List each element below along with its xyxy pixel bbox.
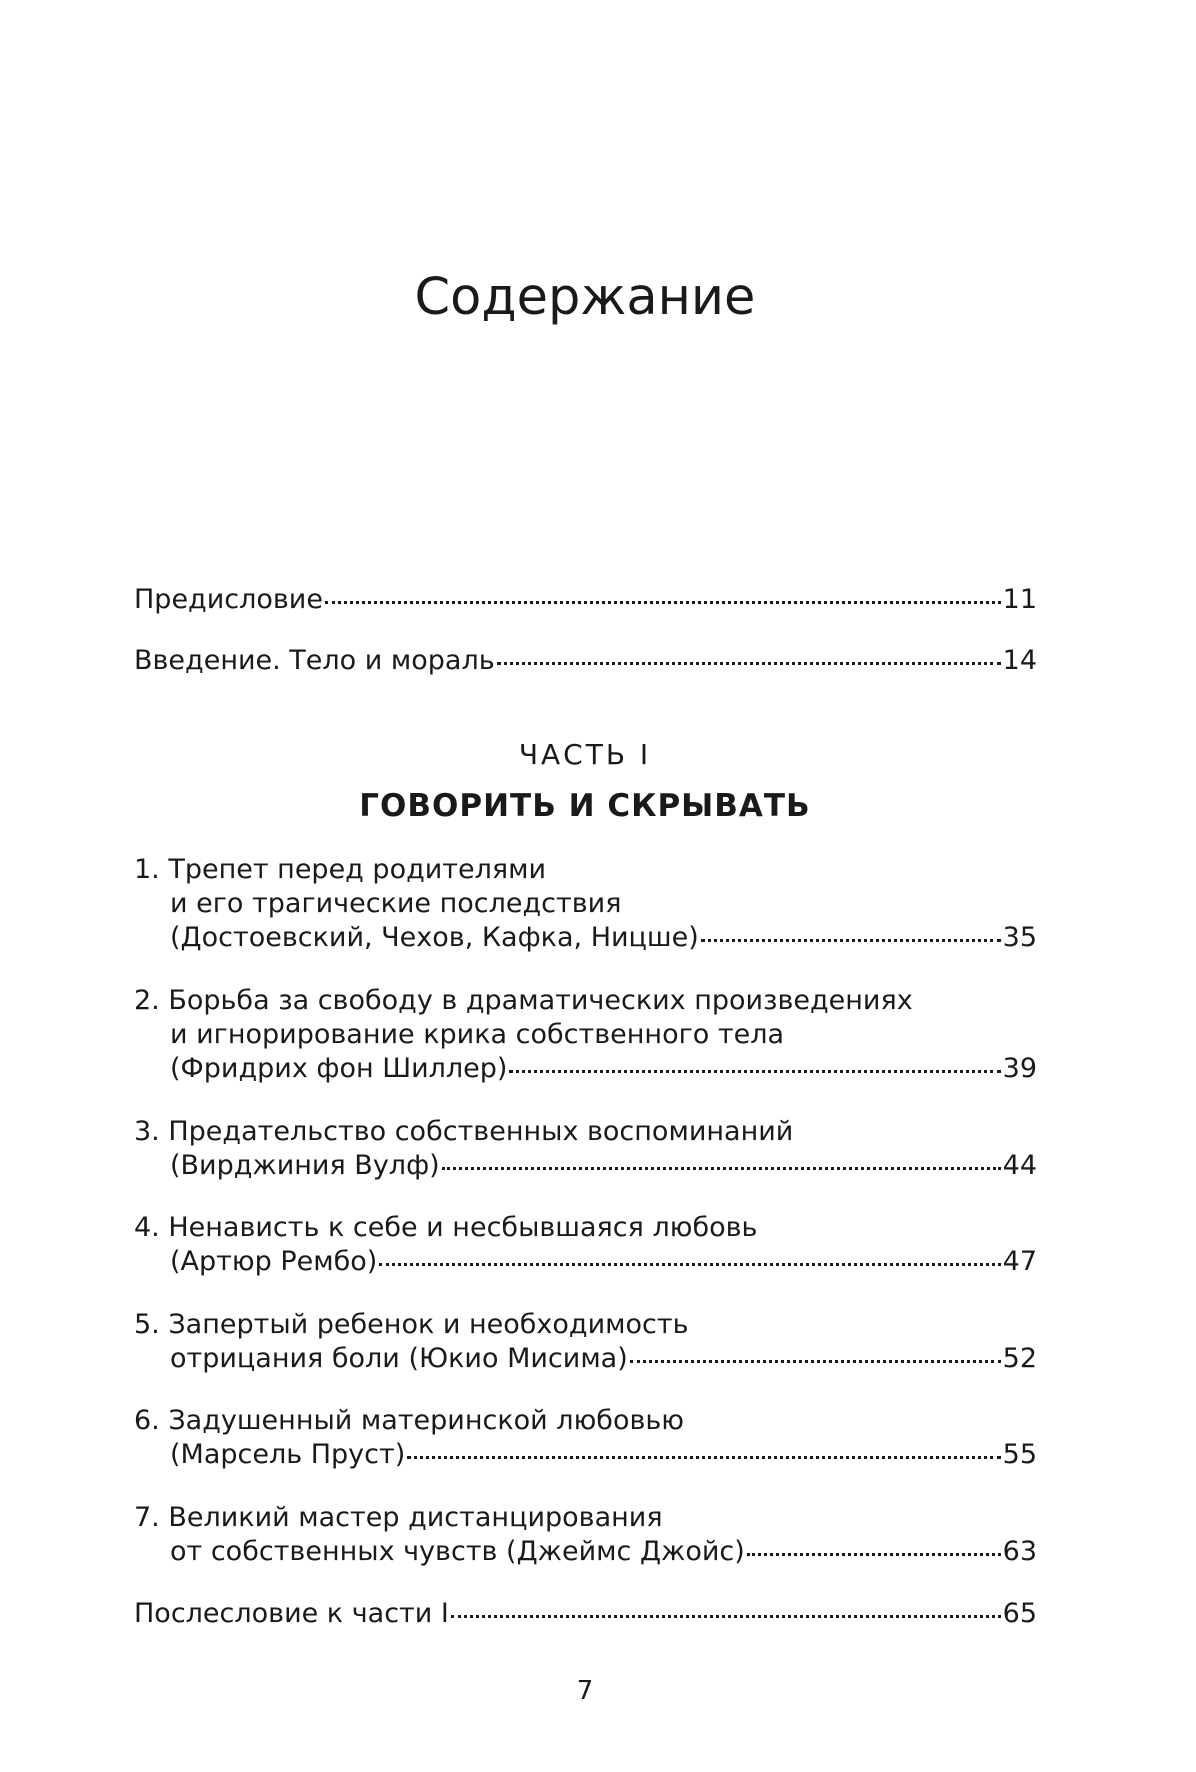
toc-page-number: 52 [1002,1343,1037,1374]
toc-entry-chapter-2[interactable] [170,1052,1037,1086]
toc-page-number: 55 [1002,1439,1037,1470]
toc-entry-label: (Марсель Пруст) [170,1439,406,1470]
page-number: 7 [576,1676,594,1706]
chapter-3-line-1: 3. Предательство собственных воспоминаний [134,1116,794,1147]
chapter-7-line-1: 7. Великий мастер дистанцирования [134,1502,663,1533]
toc-page-number: 39 [1002,1053,1037,1084]
toc-entry-chapter-6[interactable] [170,1438,1037,1472]
toc-entry-label: Послесловие к части I [134,1598,449,1629]
dot-leader [630,1359,1001,1363]
chapter-4-line-1: 4. Ненависть к себе и несбывшаяся любовь [134,1212,758,1243]
part-label: ЧАСТЬ I [518,738,652,771]
chapter-2-line-1: 2. Борьба за свободу в драматических произведениях [134,985,913,1016]
chapter-2-line-2: и игнорирование крика собственного тела [170,1019,785,1050]
toc-entry-label: (Фридрих фон Шиллер) [170,1053,508,1084]
dot-leader [509,1069,1000,1073]
toc-entry-afterword[interactable] [134,1597,1037,1631]
toc-entry-label: (Достоевский, Чехов, Кафка, Ницше) [170,922,699,953]
toc-entry-label: (Вирджиния Вулф) [170,1150,440,1181]
toc-entry-chapter-1[interactable] [170,921,1037,955]
dot-leader [325,600,1001,604]
page-title: Содержание [414,268,756,327]
toc-page-number: 63 [1002,1536,1037,1567]
chapter-6-line-1: 6. Задушенный материнской любовью [134,1405,685,1436]
toc-entry-label: отрицания боли (Юкио Мисима) [170,1343,628,1374]
toc-page-number: 65 [1002,1598,1037,1629]
dot-leader [747,1552,1001,1556]
dot-leader [497,661,1001,665]
chapter-1-line-2: и его трагические последствия [170,888,622,919]
dot-leader [451,1614,1001,1618]
toc-entry-chapter-3[interactable] [170,1149,1037,1183]
toc-entry-chapter-7[interactable] [170,1535,1037,1569]
toc-entry-label: Предисловие [134,584,323,615]
toc-page-number: 35 [1002,922,1037,953]
dot-leader [379,1262,1000,1266]
toc-page-number: 44 [1002,1150,1037,1181]
toc-entry-label: Введение. Тело и мораль [134,645,495,676]
toc-entry-chapter-5[interactable] [170,1342,1037,1376]
dot-leader [442,1166,1001,1170]
toc-entry-introduction[interactable] [134,644,1037,678]
toc-entry-chapter-4[interactable] [170,1245,1037,1279]
toc-page-number: 11 [1002,584,1037,615]
chapter-1-line-1: 1. Трепет перед родителями [134,854,547,885]
dot-leader [407,1455,1000,1459]
toc-entry-label: (Артюр Рембо) [170,1246,378,1277]
chapter-5-line-1: 5. Запертый ребенок и необходимость [134,1309,689,1340]
toc-entry-preface[interactable] [134,583,1037,617]
toc-entry-label: от собственных чувств (Джеймс Джойс) [170,1536,745,1567]
toc-page-number: 47 [1002,1246,1037,1277]
dot-leader [701,938,1001,942]
part-title: ГОВОРИТЬ И СКРЫВАТЬ [359,788,811,824]
toc-page-number: 14 [1002,645,1037,676]
